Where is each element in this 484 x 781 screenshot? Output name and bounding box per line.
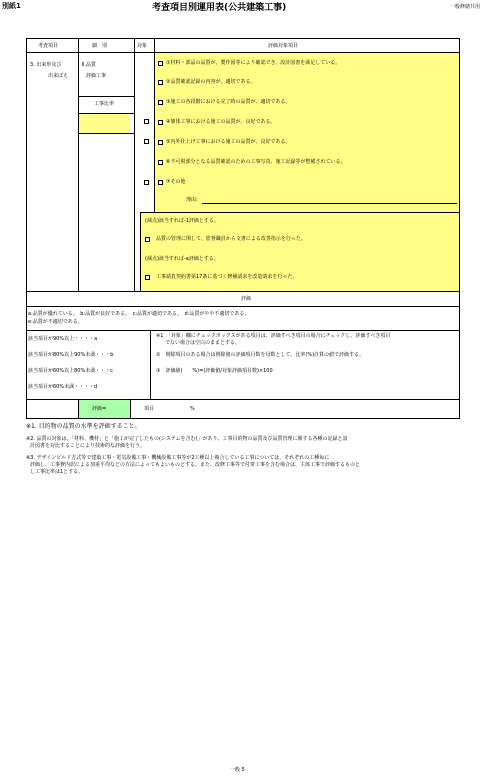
item-text: ②品質確認記録の内容が、適切である。 xyxy=(166,79,256,85)
document-code: 別紙1 xyxy=(2,2,21,10)
column-header-criteria: 評価対象項目 xyxy=(268,43,299,49)
evaluation-note: でない場合は空白のままとする。 xyxy=(165,340,241,346)
item-checkbox[interactable] xyxy=(158,80,163,85)
detail-label: Ⅱ.品質 xyxy=(82,62,97,68)
column-header-item: 考査項目 xyxy=(38,43,59,49)
item-checkbox[interactable] xyxy=(158,61,163,66)
evaluation-scale: a:品質が優れている。 b:品質が良好である。 c:品質が適切である。 d:品質がやや不適切である。 xyxy=(28,311,250,317)
item-checkbox[interactable] xyxy=(158,120,163,125)
category-sublabel: 出来ばえ xyxy=(48,73,69,79)
item-text: ③施工の各段階における完了時の品質が、適切である。 xyxy=(166,99,291,105)
category-label: 3. 出来形及び xyxy=(30,62,62,68)
item-checkbox[interactable] xyxy=(158,180,163,185)
evaluation-formula: ③ 評価値( %)=(評価値/対象評価項目数)×100 xyxy=(156,368,273,374)
item-checkbox[interactable] xyxy=(158,100,163,105)
evaluation-scale: e:品質が不適切である。 xyxy=(28,319,83,325)
page-title: 考査項目別運用表(公共建築工事) xyxy=(152,3,287,13)
item-text: ①材料・部品の品質が、製作図等により確認でき、設計図書を満足している。 xyxy=(166,60,341,66)
items-highlight xyxy=(155,53,459,212)
item-text: ⑦その他 xyxy=(166,179,186,185)
note-1: ※1. 目的物の品質の水準を評価すること。 xyxy=(26,423,141,430)
percent-unit: % xyxy=(190,406,195,412)
item-text: ④躯体工事における施工の品質が、良好である。 xyxy=(166,119,276,125)
item-checkbox[interactable] xyxy=(158,140,163,145)
rule-c: 該当項目が60%以上80%未満・・・c xyxy=(28,368,113,374)
note-2-cont: 計図書を対比することにより技術的な評価を行う。 xyxy=(30,443,146,449)
deduction-note: (減点)該当すれば-a評価とする。 xyxy=(145,256,219,262)
rule-b: 該当項目が80%以上90%未満・・・b xyxy=(28,352,114,358)
item-text: ⑤内外仕上げ工事における施工の品質が、良好である。 xyxy=(166,139,291,145)
column-header-target: 対象 xyxy=(137,43,148,49)
rule-a: 該当項目が90%以上・・・・a xyxy=(28,336,98,342)
item-checkbox[interactable] xyxy=(158,160,163,165)
target-checkbox-5[interactable] xyxy=(144,139,149,144)
evaluation-note: ② 削除項目のある場合は削除後の評価項目数を母数として、比率(%)計算の値で評価する。 xyxy=(156,352,365,358)
item-text: ⑥不可視部分となる品質確認のための工事写真、施工記録等が整備されている。 xyxy=(166,159,346,165)
note-2: ※2. 品質の対象は、「材料、機材」と「施工が完了したもの(システムを含む)」があり、工事目的物の品質及び品質管理に関する各種の記録と設 xyxy=(26,436,348,442)
target-checkbox-7[interactable] xyxy=(144,180,149,185)
detail-sublabel: 評価工事 xyxy=(86,73,107,79)
deduction-text: 工事請負契約書第17条に基づく修補請求を改造請求を行った。 xyxy=(156,274,298,280)
note-3-cont: し工事比率は1とする。 xyxy=(30,469,84,475)
result-label: 評価= xyxy=(92,406,107,412)
document-type-label: 一般修繕共用 xyxy=(449,4,480,10)
page-number: 一般 5 xyxy=(230,767,245,773)
deduction-text: 品質の管理に関して、監督職員から文書による改善指示を行った。 xyxy=(156,236,306,242)
reason-label: 理由: xyxy=(186,197,198,203)
column-header-detail: 細 別 xyxy=(92,43,108,49)
note-3: ※3. デザインビルド方式等で建築工事・電気設備工事・機械設備工事等が2工種以上複合している工事については、それぞれの工種毎に xyxy=(26,455,330,461)
ratio-input-cell[interactable] xyxy=(79,114,130,133)
reason-input-line[interactable] xyxy=(202,203,457,204)
evaluation-title: 評価 xyxy=(241,296,252,302)
ratio-label: 工事比率 xyxy=(94,101,115,107)
evaluation-note: ※1 「対象」欄にチェックボックスがある項目は、評価すべき項目の場合にチェックし、評価すべき項目 xyxy=(156,333,391,339)
deduction-checkbox[interactable] xyxy=(145,275,150,280)
rule-d: 該当項目が60%未満・・・・d xyxy=(28,384,98,390)
deduction-note: (減点)該当すれば-1評価とする。 xyxy=(145,218,219,224)
count-unit: 項目 xyxy=(144,406,155,412)
target-checkbox-4[interactable] xyxy=(144,119,149,124)
deduction-checkbox[interactable] xyxy=(145,237,150,242)
note-3-cont: 評価し、工事費内訳による加重平均などの方法によってもよいものとする。また、改修工事等で付帯工事を含む場合は、主体工事で評価するものと xyxy=(30,462,361,468)
